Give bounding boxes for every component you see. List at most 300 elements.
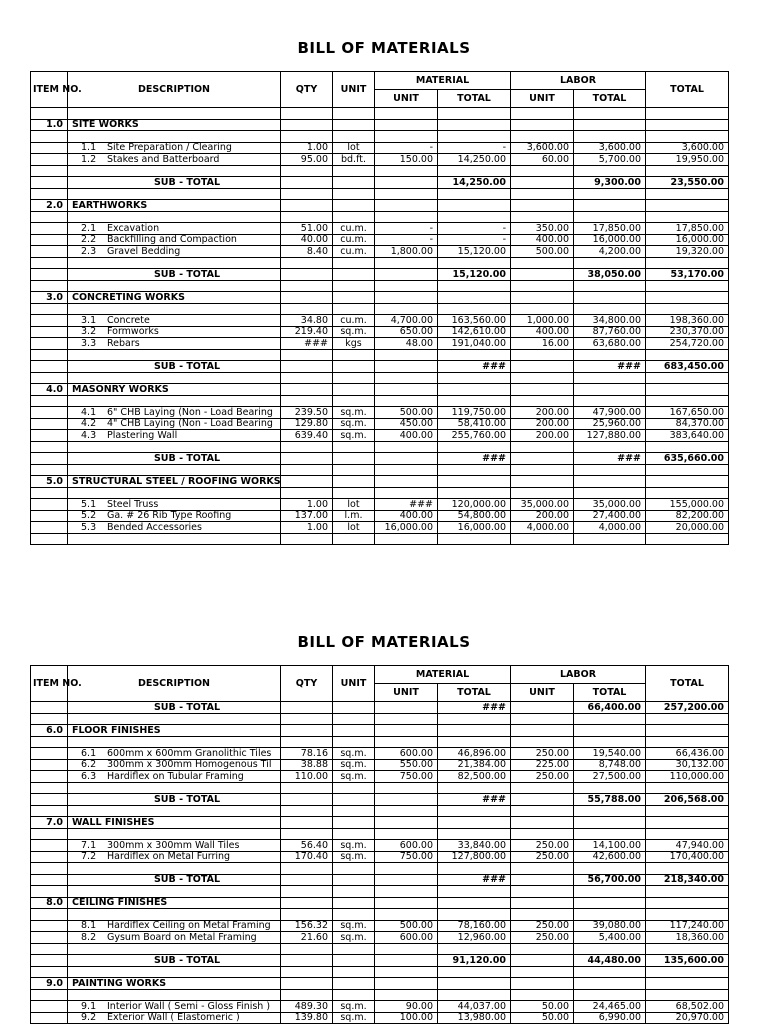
empty-cell [375,897,438,909]
section-number: 6.0 [31,725,68,737]
labor-total-cell: 25,960.00 [574,418,646,430]
blank-row [31,863,729,875]
total-cell: 19,950.00 [646,154,729,166]
empty-cell [31,920,68,932]
section-row [31,292,729,304]
item-description-text: 4" CHB Laying (Non - Load Bearing [107,418,273,429]
empty-cell [333,131,375,143]
qty-cell: 137.00 [281,510,333,522]
empty-cell [333,817,375,829]
empty-cell [574,909,646,921]
empty-cell [68,966,281,978]
empty-cell [68,211,281,223]
header-material: MATERIAL [375,72,511,90]
empty-cell [333,725,375,737]
empty-cell [646,713,729,725]
empty-cell [31,269,68,281]
empty-cell [375,119,438,131]
empty-cell [511,782,574,794]
empty-cell [511,487,574,499]
empty-cell [31,430,68,442]
qty-cell: 78.16 [281,748,333,760]
item-description [68,430,281,442]
labor-unit-cell: 4,000.00 [511,522,574,534]
item-description [68,522,281,534]
empty-cell [31,361,68,373]
empty-cell [333,303,375,315]
material-total-cell: 13,980.00 [438,1012,511,1024]
empty-cell [511,361,574,373]
subtotal-material-total: ### [438,874,511,886]
qty-cell: 56.40 [281,840,333,852]
empty-cell [31,736,68,748]
subtotal-grand-total: 218,340.00 [646,874,729,886]
table-row [31,315,729,327]
empty-cell [333,395,375,407]
empty-cell [574,805,646,817]
empty-cell [281,886,333,898]
labor-total-cell: 6,990.00 [574,1012,646,1024]
empty-cell [333,736,375,748]
empty-cell [68,909,281,921]
empty-cell [574,713,646,725]
empty-cell [333,828,375,840]
total-cell: 66,436.00 [646,748,729,760]
material-unit-cell: 400.00 [375,510,438,522]
subtotal-label: SUB - TOTAL [68,874,281,886]
empty-cell [375,395,438,407]
empty-cell [281,782,333,794]
blank-row [31,349,729,361]
empty-cell [574,487,646,499]
table-row [31,748,729,760]
empty-cell [646,978,729,990]
subtotal-grand-total: 135,600.00 [646,955,729,967]
item-description-text: Interior Wall ( Semi - Gloss Finish ) [107,1000,271,1012]
empty-cell [646,487,729,499]
subtotal-grand-total: 683,450.00 [646,361,729,373]
empty-cell [511,828,574,840]
item-number: 7.2 [81,851,97,862]
header-labor-total: TOTAL [574,90,646,108]
empty-cell [31,418,68,430]
subtotal-label: SUB - TOTAL [68,453,281,465]
empty-cell [31,211,68,223]
subtotal-grand-total: 635,660.00 [646,453,729,465]
empty-cell [375,269,438,281]
material-total-cell: 58,410.00 [438,418,511,430]
section-title: EARTHWORKS [68,200,281,212]
empty-cell [438,487,511,499]
empty-cell [281,269,333,281]
labor-total-cell: 127,880.00 [574,430,646,442]
empty-cell [511,188,574,200]
header-item-no: ITEM NO. [31,72,68,108]
empty-cell [31,966,68,978]
empty-cell [574,828,646,840]
empty-cell [646,119,729,131]
table-row [31,430,729,442]
empty-cell [68,736,281,748]
empty-cell [511,280,574,292]
empty-cell [31,372,68,384]
empty-cell [31,1012,68,1024]
empty-cell [511,863,574,875]
labor-unit-cell: 250.00 [511,851,574,863]
item-description [68,840,281,852]
blank-row [31,188,729,200]
empty-cell [281,303,333,315]
qty-cell: 110.00 [281,771,333,783]
empty-cell [511,794,574,806]
total-cell: 18,360.00 [646,932,729,944]
section-row [31,897,729,909]
subtotal-labor-total: 55,788.00 [574,794,646,806]
empty-cell [68,165,281,177]
material-unit-cell: 400.00 [375,430,438,442]
total-cell: 155,000.00 [646,499,729,511]
section-number: 1.0 [31,119,68,131]
blank-row [31,533,729,545]
blank-row [31,782,729,794]
labor-total-cell: 16,000.00 [574,234,646,246]
item-description [68,851,281,863]
unit-cell: sq.m. [333,326,375,338]
labor-unit-cell: 225.00 [511,759,574,771]
labor-total-cell: 24,465.00 [574,1001,646,1013]
empty-cell [375,725,438,737]
empty-cell [574,395,646,407]
empty-cell [438,828,511,840]
empty-cell [31,223,68,235]
empty-cell [31,499,68,511]
labor-total-cell: 34,800.00 [574,315,646,327]
empty-cell [646,725,729,737]
empty-cell [333,119,375,131]
empty-cell [511,713,574,725]
item-description [68,499,281,511]
empty-cell [333,978,375,990]
labor-total-cell: 3,600.00 [574,142,646,154]
empty-cell [281,441,333,453]
empty-cell [646,966,729,978]
blank-row [31,165,729,177]
empty-cell [511,725,574,737]
qty-cell: 1.00 [281,142,333,154]
unit-cell: l.m. [333,510,375,522]
empty-cell [281,349,333,361]
empty-cell [333,384,375,396]
empty-cell [438,966,511,978]
empty-cell [375,863,438,875]
header-material-total: TOTAL [438,684,511,702]
unit-cell: kgs [333,338,375,350]
unit-cell: sq.m. [333,920,375,932]
empty-cell [574,188,646,200]
empty-cell [31,142,68,154]
qty-cell: 51.00 [281,223,333,235]
empty-cell [511,702,574,714]
empty-cell [438,978,511,990]
empty-cell [511,989,574,1001]
empty-cell [438,464,511,476]
labor-unit-cell: 200.00 [511,418,574,430]
material-total-cell: 44,037.00 [438,1001,511,1013]
blank-row [31,805,729,817]
empty-cell [574,211,646,223]
subtotal-grand-total: 23,550.00 [646,177,729,189]
qty-cell: 38.88 [281,759,333,771]
empty-cell [68,487,281,499]
empty-cell [438,713,511,725]
empty-cell [375,828,438,840]
empty-cell [438,943,511,955]
qty-cell: 34.80 [281,315,333,327]
unit-cell: cu.m. [333,246,375,258]
subtotal-labor-total: 38,050.00 [574,269,646,281]
empty-cell [281,702,333,714]
empty-cell [511,736,574,748]
labor-total-cell: 63,680.00 [574,338,646,350]
empty-cell [646,349,729,361]
empty-cell [511,955,574,967]
empty-cell [281,177,333,189]
material-unit-cell: 550.00 [375,759,438,771]
empty-cell [646,817,729,829]
empty-cell [68,303,281,315]
table-row [31,1001,729,1013]
section-number: 8.0 [31,897,68,909]
item-description-text: Concrete [107,314,150,326]
material-total-cell: 33,840.00 [438,840,511,852]
empty-cell [375,464,438,476]
empty-cell [68,805,281,817]
qty-cell: 95.00 [281,154,333,166]
empty-cell [375,533,438,545]
section-number: 3.0 [31,292,68,304]
header-total: TOTAL [646,72,729,108]
material-unit-cell: 16,000.00 [375,522,438,534]
item-description-text: Gysum Board on Metal Framing [107,931,257,943]
table-row [31,771,729,783]
unit-cell: cu.m. [333,223,375,235]
material-total-cell: - [438,223,511,235]
blank-row [31,886,729,898]
total-cell: 17,850.00 [646,223,729,235]
unit-cell: sq.m. [333,1012,375,1024]
empty-cell [68,257,281,269]
blank-row [31,131,729,143]
header-labor: LABOR [511,666,646,684]
empty-cell [574,165,646,177]
empty-cell [281,257,333,269]
empty-cell [375,361,438,373]
unit-cell: sq.m. [333,851,375,863]
empty-cell [511,269,574,281]
empty-cell [375,794,438,806]
empty-cell [281,725,333,737]
blank-row [31,395,729,407]
empty-cell [574,886,646,898]
empty-cell [281,874,333,886]
empty-cell [281,736,333,748]
empty-cell [646,476,729,488]
empty-cell [31,510,68,522]
empty-cell [68,280,281,292]
item-number: 3.1 [81,314,97,326]
empty-cell [375,292,438,304]
table-row [31,142,729,154]
labor-total-cell: 14,100.00 [574,840,646,852]
subtotal-labor-total: 44,480.00 [574,955,646,967]
empty-cell [68,441,281,453]
labor-unit-cell: 50.00 [511,1001,574,1013]
empty-cell [281,395,333,407]
empty-cell [68,131,281,143]
blank-row [31,108,729,120]
empty-cell [333,943,375,955]
item-description-text: Plastering Wall [107,429,178,441]
labor-unit-cell: 3,600.00 [511,142,574,154]
subtotal-grand-total: 206,568.00 [646,794,729,806]
labor-unit-cell: 500.00 [511,246,574,258]
item-description-text: Stakes and Batterboard [107,153,220,165]
bill-of-materials-table-2 [30,665,729,1024]
labor-total-cell: 42,600.00 [574,851,646,863]
empty-cell [333,487,375,499]
empty-cell [375,303,438,315]
subtotal-label: SUB - TOTAL [68,955,281,967]
empty-cell [333,361,375,373]
item-description [68,234,281,246]
empty-cell [333,349,375,361]
section-title: STRUCTURAL STEEL / ROOFING WORKS [68,476,281,488]
empty-cell [511,874,574,886]
empty-cell [375,211,438,223]
labor-unit-cell: 16.00 [511,338,574,350]
empty-cell [281,131,333,143]
empty-cell [574,280,646,292]
total-cell: 230,370.00 [646,326,729,338]
table-row [31,851,729,863]
section-row [31,817,729,829]
table-row [31,840,729,852]
header-item-no: ITEM NO. [31,666,68,702]
item-description-text: Hardiflex on Tubular Framing [107,770,244,782]
unit-cell: sq.m. [333,771,375,783]
total-cell: 20,970.00 [646,1012,729,1024]
total-cell: 254,720.00 [646,338,729,350]
empty-cell [511,453,574,465]
item-number: 4.1 [81,406,97,418]
empty-cell [68,395,281,407]
item-description [68,1012,281,1024]
empty-cell [281,361,333,373]
empty-cell [375,280,438,292]
total-cell: 84,370.00 [646,418,729,430]
unit-cell: bd.ft. [333,154,375,166]
empty-cell [375,736,438,748]
empty-cell [438,108,511,120]
empty-cell [281,384,333,396]
material-unit-cell: 650.00 [375,326,438,338]
empty-cell [333,989,375,1001]
section-title: SITE WORKS [68,119,281,131]
empty-cell [646,782,729,794]
empty-cell [646,533,729,545]
empty-cell [574,863,646,875]
empty-cell [333,441,375,453]
empty-cell [511,978,574,990]
item-number: 8.1 [81,920,97,931]
empty-cell [438,395,511,407]
empty-cell [333,269,375,281]
empty-cell [646,108,729,120]
empty-cell [375,966,438,978]
material-total-cell: 21,384.00 [438,759,511,771]
subtotal-label: SUB - TOTAL [68,361,281,373]
empty-cell [438,736,511,748]
unit-cell: lot [333,499,375,511]
item-number: 3.3 [81,337,97,349]
section-title: MASONRY WORKS [68,384,281,396]
material-unit-cell: 150.00 [375,154,438,166]
empty-cell [511,897,574,909]
labor-unit-cell: 50.00 [511,1012,574,1024]
subtotal-row [31,453,729,465]
empty-cell [281,292,333,304]
empty-cell [438,280,511,292]
empty-cell [574,943,646,955]
material-unit-cell: 500.00 [375,920,438,932]
empty-cell [31,257,68,269]
total-cell: 198,360.00 [646,315,729,327]
item-description [68,154,281,166]
empty-cell [511,909,574,921]
empty-cell [511,165,574,177]
material-unit-cell: 4,700.00 [375,315,438,327]
empty-cell [574,372,646,384]
empty-cell [31,851,68,863]
empty-cell [646,943,729,955]
empty-cell [511,886,574,898]
empty-cell [375,978,438,990]
empty-cell [511,349,574,361]
section-number: 2.0 [31,200,68,212]
empty-cell [646,886,729,898]
empty-cell [333,955,375,967]
empty-cell [511,943,574,955]
empty-cell [375,805,438,817]
empty-cell [438,257,511,269]
subtotal-row [31,702,729,714]
section-row [31,200,729,212]
total-cell: 47,940.00 [646,840,729,852]
empty-cell [281,966,333,978]
empty-cell [31,338,68,350]
empty-cell [333,863,375,875]
empty-cell [375,349,438,361]
qty-cell: 1.00 [281,522,333,534]
labor-total-cell: 87,760.00 [574,326,646,338]
empty-cell [511,464,574,476]
item-description-text: 300mm x 300mm Homogenous Til [107,759,272,770]
subtotal-row [31,177,729,189]
empty-cell [333,782,375,794]
item-description-text: Bended Accessories [107,521,202,533]
item-description-text: Ga. # 26 Rib Type Roofing [107,510,232,521]
empty-cell [646,384,729,396]
